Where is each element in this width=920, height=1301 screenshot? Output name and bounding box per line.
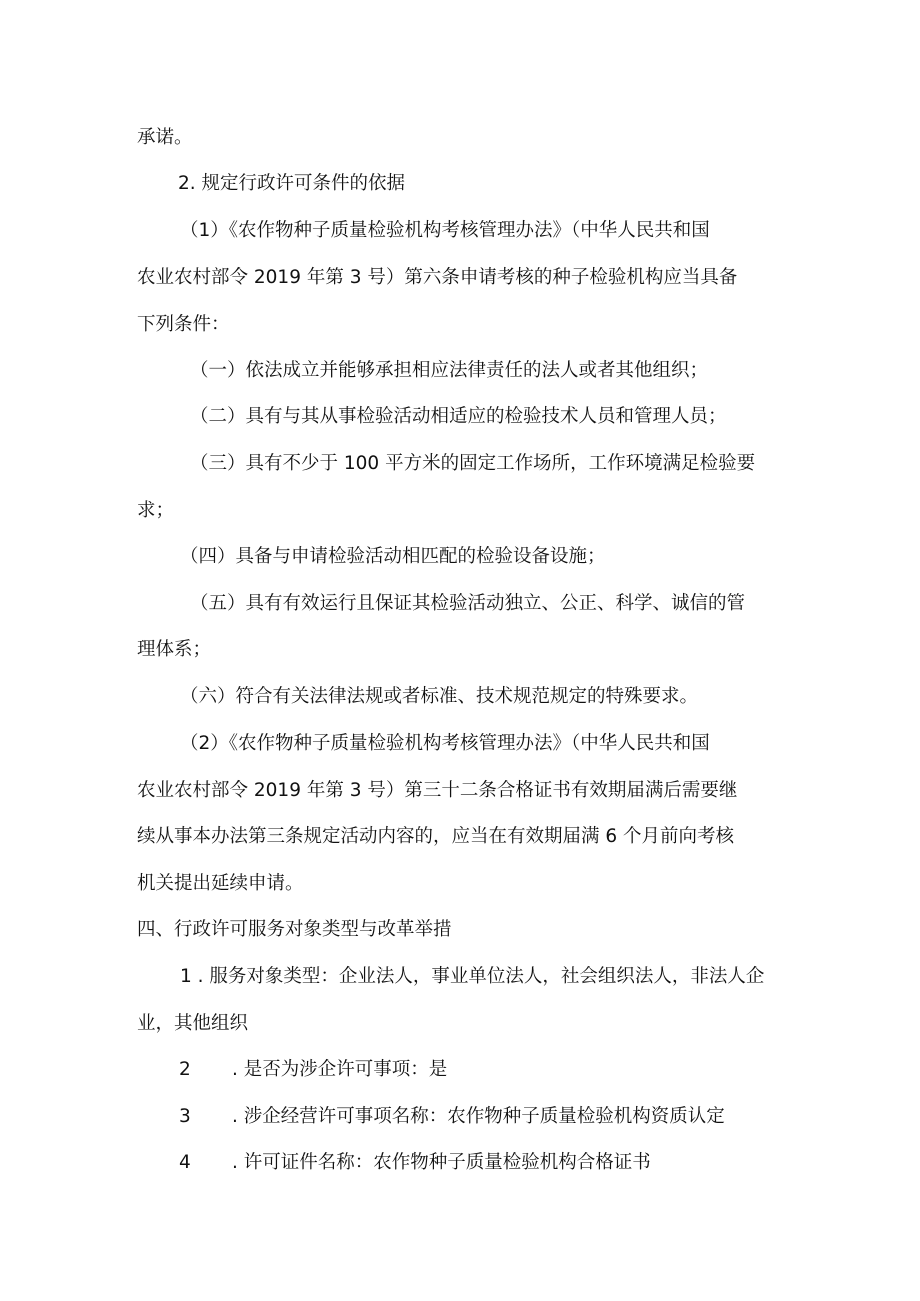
list-item: （三）具有不少于 100 平方米的固定工作场所，工作环境满足检验要 (190, 453, 756, 474)
text-line: 农业农村部令 2019 年第 3 号）第三十二条合格证书有效期届满后需要继 (137, 780, 738, 801)
list-item: （五）具有有效运行且保证其检验活动独立、公正、科学、诚信的管 (190, 593, 746, 614)
list-item: （六）符合有关法律法规或者标准、技术规范规定的特殊要求。 (180, 686, 699, 707)
text-line: 求； (137, 500, 175, 521)
text-line: （2）《农作物种子质量检验机构考核管理办法》（中华人民共和国 (180, 733, 710, 754)
text-line: 理体系； (137, 639, 212, 660)
list-item: （四）具备与申请检验活动相匹配的检验设备设施； (180, 546, 606, 567)
item-text: . 许可证件名称：农作物种子质量检验机构合格证书 (232, 1152, 651, 1173)
section-heading: 2. 规定行政许可条件的依据 (178, 173, 406, 194)
text-line: 农业农村部令 2019 年第 3 号）第六条申请考核的种子检验机构应当具备 (137, 267, 738, 288)
text-line: 业，其他组织 (137, 1013, 249, 1034)
text-line: （1）《农作物种子质量检验机构考核管理办法》（中华人民共和国 (180, 220, 710, 241)
item-text: . 涉企经营许可事项名称：农作物种子质量检验机构资质认定 (232, 1106, 725, 1127)
text-line: 1 . 服务对象类型：企业法人，事业单位法人，社会组织法人，非法人企 (180, 966, 765, 987)
text-line: 机关提出延续申请。 (137, 873, 304, 894)
item-number: 2 (179, 1059, 191, 1080)
item-number: 3 (179, 1106, 191, 1127)
section-heading: 四、行政许可服务对象类型与改革举措 (137, 919, 452, 940)
text-line: 下列条件： (137, 314, 230, 335)
item-text: . 是否为涉企许可事项：是 (232, 1059, 448, 1080)
text-line: 承诺。 (137, 127, 193, 148)
item-number: 4 (179, 1152, 191, 1173)
list-item: （一）依法成立并能够承担相应法律责任的法人或者其他组织； (190, 360, 709, 381)
text-line: 续从事本办法第三条规定活动内容的，应当在有效期届满 6 个月前向考核 (137, 826, 735, 847)
list-item: （二）具有与其从事检验活动相适应的检验技术人员和管理人员； (190, 406, 727, 427)
